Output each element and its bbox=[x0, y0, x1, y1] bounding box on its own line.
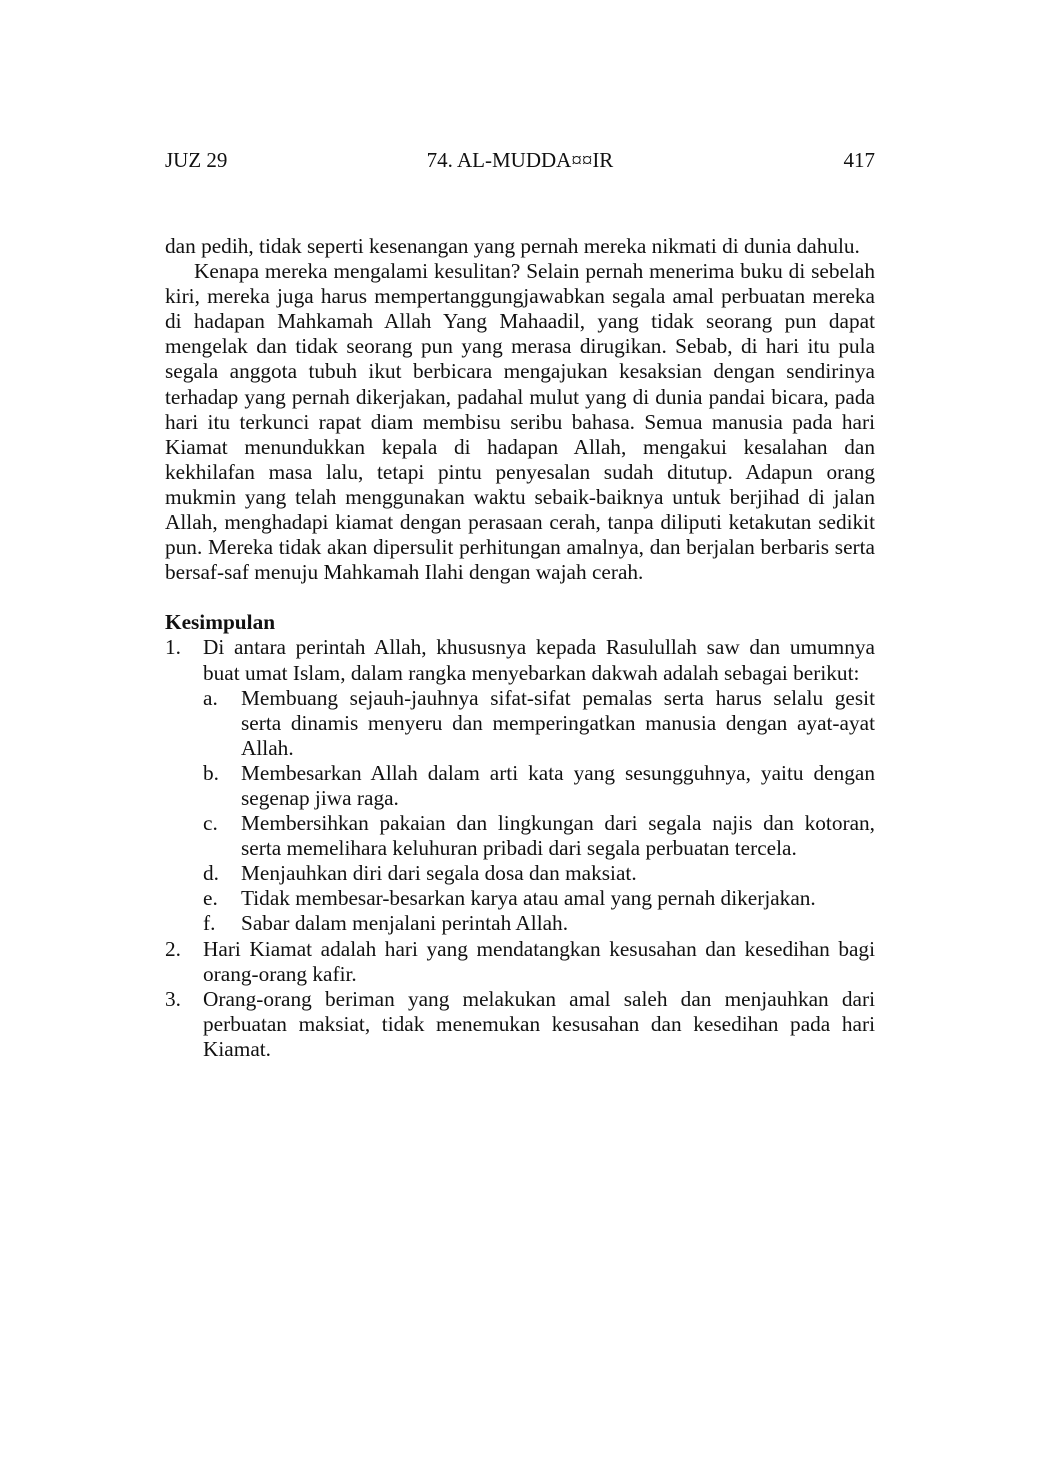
item-number: 3. bbox=[165, 986, 181, 1011]
sub-item-letter: e. bbox=[203, 886, 218, 911]
sub-item-f bbox=[203, 911, 875, 936]
item-number: 2. bbox=[165, 936, 181, 961]
sub-item-a bbox=[203, 686, 875, 761]
conclusion-item-2 bbox=[165, 937, 875, 987]
item-number: 1. bbox=[165, 635, 181, 660]
sub-item-letter: a. bbox=[203, 685, 218, 710]
page-body bbox=[165, 234, 875, 1062]
conclusion-sublist bbox=[203, 686, 875, 937]
item-text: Di antara perintah Allah, khususnya kepada Rasulullah saw dan umumnya buat umat Islam, dalam rangka menyebarkan dakwah adalah sebagai berikut: bbox=[203, 635, 875, 685]
sub-item-text: Tidak membesar-besarkan karya atau amal yang pernah dikerjakan. bbox=[241, 886, 816, 911]
page-number: 417 bbox=[843, 148, 875, 172]
sub-item-c bbox=[203, 811, 875, 861]
sub-item-letter: c. bbox=[203, 811, 218, 836]
sub-item-text: Membersihkan pakaian dan lingkungan dari segala najis dan kotoran, serta memelihara keluhuran pribadi dari segala perbuatan tercela. bbox=[241, 811, 875, 861]
conclusion-list bbox=[165, 635, 875, 1062]
paragraph-main: Kenapa mereka mengalami kesulitan? Selain pernah menerima buku di sebelah kiri, mereka juga harus mempertanggungjawabkan segala amal perbuatan mereka di hadapan Mahkamah Allah Yang Mahaadil, yang tidak seorang pun dapat mengelak dan tidak seorang pun yang merasa dirugikan. Sebab, di hari itu pula segala anggota tubuh ikut berbicara mengajukan kesaksian dengan sendirinya terhadap yang pernah dikerjakan, padahal mulut yang di dunia pandai bicara, pada hari itu terkunci rapat diam membisu seribu bahasa. Semua manusia pada hari Kiamat menundukkan kepala di hadapan Allah, mengakui kesalahan dan kekhilafan masa lalu, tetapi pintu penyesalan sudah ditutup. Adapun orang mukmin yang telah menggunakan waktu sebaik-baiknya untuk berjihad di jalan Allah, menghadapi kiamat dengan perasaan cerah, tanpa diliputi ketakutan sedikit pun. Mereka tidak akan dipersulit perhitungan amalnya, dan berjalan berbaris serta bersaf-saf menuju Mahkamah Ilahi dengan wajah cerah. bbox=[165, 259, 875, 585]
item-text: Hari Kiamat adalah hari yang mendatangkan kesusahan dan kesedihan bagi orang-orang kafir. bbox=[203, 936, 875, 986]
page-header bbox=[165, 146, 875, 174]
sub-item-text: Membuang sejauh-jauhnya sifat-sifat pemalas serta harus selalu gesit serta dinamis menyeru dan memperingatkan manusia dengan ayat-ayat Allah. bbox=[241, 685, 875, 760]
paragraph-continuation: dan pedih, tidak seperti kesenangan yang pernah mereka nikmati di dunia dahulu. bbox=[165, 234, 860, 258]
section-heading-kesimpulan: Kesimpulan bbox=[165, 610, 276, 635]
conclusion-item-1 bbox=[165, 635, 875, 936]
sub-item-e bbox=[203, 886, 875, 911]
sub-item-letter: f. bbox=[203, 911, 216, 936]
sub-item-text: Menjauhkan diri dari segala dosa dan maksiat. bbox=[241, 861, 637, 886]
sub-item-text: Membesarkan Allah dalam arti kata yang sesungguhnya, yaitu dengan segenap jiwa raga. bbox=[241, 760, 875, 810]
sub-item-d bbox=[203, 861, 875, 886]
sub-item-text: Sabar dalam menjalani perintah Allah. bbox=[241, 911, 569, 936]
sub-item-letter: b. bbox=[203, 760, 219, 785]
sub-item-letter: d. bbox=[203, 861, 219, 886]
conclusion-item-3 bbox=[165, 987, 875, 1062]
item-text: Orang-orang beriman yang melakukan amal saleh dan menjauhkan dari perbuatan maksiat, tidak menemukan kesusahan dan kesedihan pada hari Kiamat. bbox=[203, 986, 875, 1061]
juz-label: JUZ 29 bbox=[165, 148, 228, 172]
sub-item-b bbox=[203, 761, 875, 811]
surah-title: 74. AL-MUDDA¤¤IR bbox=[426, 148, 614, 172]
